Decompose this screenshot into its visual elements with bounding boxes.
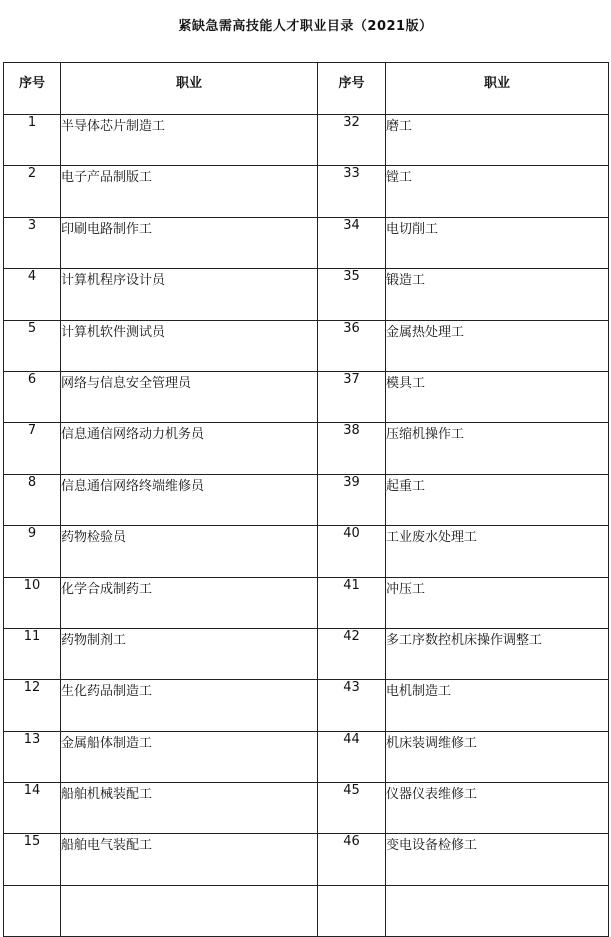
occupation-cell: 药物制剂工 bbox=[61, 628, 318, 679]
occupation-cell: 镗工 bbox=[386, 166, 609, 217]
header-occupation-right: 职业 bbox=[386, 63, 609, 115]
header-serial-right: 序号 bbox=[318, 63, 386, 115]
serial-cell: 41 bbox=[318, 577, 386, 628]
occupation-cell bbox=[61, 885, 318, 936]
serial-cell: 33 bbox=[318, 166, 386, 217]
table-row bbox=[4, 783, 609, 834]
occupation-cell: 船舶电气装配工 bbox=[61, 834, 318, 885]
serial-cell: 32 bbox=[318, 115, 386, 166]
table-row bbox=[4, 834, 609, 885]
occupation-cell: 磨工 bbox=[386, 115, 609, 166]
table-row bbox=[4, 474, 609, 525]
occupation-cell: 起重工 bbox=[386, 474, 609, 525]
table-row bbox=[4, 166, 609, 217]
occupation-cell: 冲压工 bbox=[386, 577, 609, 628]
table-row bbox=[4, 371, 609, 422]
serial-cell: 44 bbox=[318, 731, 386, 782]
occupation-cell: 金属热处理工 bbox=[386, 320, 609, 371]
occupation-table bbox=[3, 62, 609, 937]
serial-cell: 35 bbox=[318, 269, 386, 320]
table-row bbox=[4, 628, 609, 679]
serial-cell: 45 bbox=[318, 783, 386, 834]
table-row bbox=[4, 217, 609, 268]
serial-cell: 14 bbox=[4, 783, 61, 834]
occupation-cell: 印刷电路制作工 bbox=[61, 217, 318, 268]
serial-cell: 39 bbox=[318, 474, 386, 525]
serial-cell: 1 bbox=[4, 115, 61, 166]
serial-cell: 12 bbox=[4, 680, 61, 731]
serial-cell: 40 bbox=[318, 526, 386, 577]
occupation-cell: 电机制造工 bbox=[386, 680, 609, 731]
occupation-cell: 药物检验员 bbox=[61, 526, 318, 577]
serial-cell: 9 bbox=[4, 526, 61, 577]
serial-cell: 34 bbox=[318, 217, 386, 268]
serial-cell: 6 bbox=[4, 371, 61, 422]
table-row bbox=[4, 526, 609, 577]
serial-cell: 38 bbox=[318, 423, 386, 474]
table-row bbox=[4, 885, 609, 936]
occupation-cell: 计算机软件测试员 bbox=[61, 320, 318, 371]
table-row bbox=[4, 269, 609, 320]
occupation-cell: 船舶机械装配工 bbox=[61, 783, 318, 834]
table-row bbox=[4, 115, 609, 166]
table-body bbox=[4, 115, 609, 937]
header-serial-left: 序号 bbox=[4, 63, 61, 115]
occupation-cell: 生化药品制造工 bbox=[61, 680, 318, 731]
table-row bbox=[4, 731, 609, 782]
serial-cell: 15 bbox=[4, 834, 61, 885]
table-row bbox=[4, 423, 609, 474]
occupation-cell: 工业废水处理工 bbox=[386, 526, 609, 577]
occupation-cell: 半导体芯片制造工 bbox=[61, 115, 318, 166]
occupation-cell: 电子产品制版工 bbox=[61, 166, 318, 217]
occupation-cell: 信息通信网络终端维修员 bbox=[61, 474, 318, 525]
occupation-cell: 多工序数控机床操作调整工 bbox=[386, 628, 609, 679]
serial-cell: 42 bbox=[318, 628, 386, 679]
serial-cell: 7 bbox=[4, 423, 61, 474]
header-row bbox=[4, 63, 609, 115]
table-row bbox=[4, 680, 609, 731]
occupation-cell: 变电设备检修工 bbox=[386, 834, 609, 885]
serial-cell bbox=[4, 885, 61, 936]
serial-cell: 46 bbox=[318, 834, 386, 885]
table-row bbox=[4, 320, 609, 371]
serial-cell: 13 bbox=[4, 731, 61, 782]
occupation-cell: 化学合成制药工 bbox=[61, 577, 318, 628]
occupation-cell bbox=[386, 885, 609, 936]
serial-cell: 3 bbox=[4, 217, 61, 268]
occupation-cell: 压缩机操作工 bbox=[386, 423, 609, 474]
serial-cell: 2 bbox=[4, 166, 61, 217]
serial-cell: 43 bbox=[318, 680, 386, 731]
occupation-cell: 仪器仪表维修工 bbox=[386, 783, 609, 834]
serial-cell: 10 bbox=[4, 577, 61, 628]
occupation-cell: 机床装调维修工 bbox=[386, 731, 609, 782]
table-header bbox=[4, 63, 609, 115]
occupation-cell: 锻造工 bbox=[386, 269, 609, 320]
table-row bbox=[4, 577, 609, 628]
serial-cell: 4 bbox=[4, 269, 61, 320]
serial-cell: 8 bbox=[4, 474, 61, 525]
occupation-cell: 信息通信网络动力机务员 bbox=[61, 423, 318, 474]
occupation-cell: 电切削工 bbox=[386, 217, 609, 268]
header-occupation-left: 职业 bbox=[61, 63, 318, 115]
occupation-cell: 网络与信息安全管理员 bbox=[61, 371, 318, 422]
occupation-cell: 计算机程序设计员 bbox=[61, 269, 318, 320]
serial-cell bbox=[318, 885, 386, 936]
occupation-cell: 金属船体制造工 bbox=[61, 731, 318, 782]
serial-cell: 36 bbox=[318, 320, 386, 371]
serial-cell: 11 bbox=[4, 628, 61, 679]
occupation-cell: 模具工 bbox=[386, 371, 609, 422]
serial-cell: 5 bbox=[4, 320, 61, 371]
page-title: 紧缺急需高技能人才职业目录（2021版） bbox=[178, 19, 433, 34]
serial-cell: 37 bbox=[318, 371, 386, 422]
